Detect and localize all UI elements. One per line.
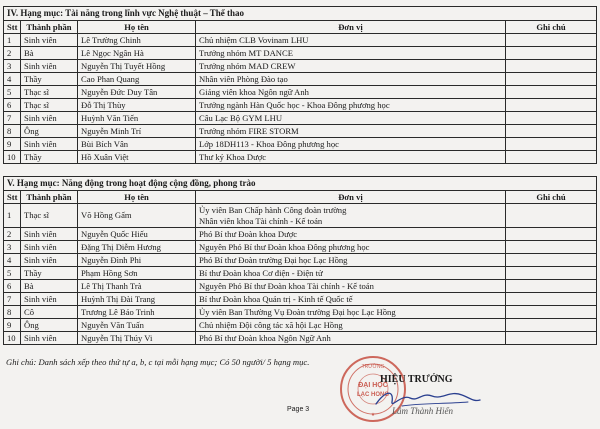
table-row: [4, 293, 597, 306]
section-4-header-row: [4, 21, 597, 34]
cell-stt: 2: [4, 47, 21, 60]
cell-ghi-chu: [506, 138, 597, 151]
cell-thanh-phan: Sinh viên: [21, 228, 78, 241]
cell-ho-ten: Nguyễn Thị Tuyết Hồng: [78, 60, 196, 73]
table-row: [4, 241, 597, 254]
cell-stt: 1: [4, 34, 21, 47]
table-row: [4, 34, 597, 47]
cell-thanh-phan: Thầy: [21, 151, 78, 164]
cell-stt: 3: [4, 241, 21, 254]
cell-don-vi: Nhân viên Phòng Đào tạo: [196, 73, 506, 86]
cell-thanh-phan: Cô: [21, 306, 78, 319]
cell-don-vi: Lớp 18DH113 - Khoa Đông phương học: [196, 138, 506, 151]
cell-thanh-phan: Bà: [21, 47, 78, 60]
cell-ho-ten: Nguyễn Văn Tuấn: [78, 319, 196, 332]
cell-don-vi: Phó Bí thư Đoàn khoa Ngôn Ngữ Anh: [196, 332, 506, 345]
cell-don-vi: [196, 204, 506, 228]
cell-stt: 9: [4, 319, 21, 332]
cell-don-vi: Trưởng nhóm MAD CREW: [196, 60, 506, 73]
table-row: [4, 86, 597, 99]
signer-name: Lâm Thành Hiển: [392, 406, 454, 416]
cell-don-vi: Trưởng ngành Hàn Quốc học - Khoa Đông phương học: [196, 99, 506, 112]
table-row: [4, 332, 597, 345]
column-header-ghi-chu: Ghi chú: [506, 21, 597, 34]
column-header-stt: Stt: [4, 21, 21, 34]
cell-ho-ten: Lê Thị Thanh Trà: [78, 280, 196, 293]
cell-ho-ten: Lê Ngọc Ngân Hà: [78, 47, 196, 60]
column-header-thanh-phan: Thành phần: [21, 21, 78, 34]
cell-don-vi: Câu Lạc Bộ GYM LHU: [196, 112, 506, 125]
table-row: [4, 151, 597, 164]
cell-don-vi: Giảng viên khoa Ngôn ngữ Anh: [196, 86, 506, 99]
cell-ghi-chu: [506, 241, 597, 254]
cell-ho-ten: Nguyễn Thị Thúy Vi: [78, 332, 196, 345]
column-header-thanh-phan: Thành phần: [21, 191, 78, 204]
table-row: [4, 138, 597, 151]
cell-thanh-phan: Sinh viên: [21, 293, 78, 306]
section-5-title: V. Hạng mục: Năng động trong hoạt động cộng đồng, phong trào: [4, 177, 597, 191]
cell-ghi-chu: [506, 151, 597, 164]
cell-ghi-chu: [506, 86, 597, 99]
svg-text:LẠC HỒNG: LẠC HỒNG: [357, 392, 389, 398]
cell-ho-ten: Nguyễn Đức Duy Tân: [78, 86, 196, 99]
table-row: [4, 47, 597, 60]
cell-don-vi-line-2: Nhân viên khoa Tài chính - Kế toán: [199, 215, 323, 226]
cell-ho-ten: Trương Lê Bảo Trinh: [78, 306, 196, 319]
cell-ghi-chu: [506, 99, 597, 112]
cell-don-vi-line-1: Ủy viên Ban Chấp hành Công đoàn trường: [199, 204, 347, 215]
section-5-table: [3, 176, 597, 345]
cell-ho-ten: Nguyễn Đình Phi: [78, 254, 196, 267]
cell-ghi-chu: [506, 293, 597, 306]
table-row: [4, 280, 597, 293]
cell-ghi-chu: [506, 73, 597, 86]
cell-don-vi: Chủ nhiệm CLB Vovinam LHU: [196, 34, 506, 47]
cell-ghi-chu: [506, 280, 597, 293]
cell-ho-ten: Đặng Thị Diễm Hương: [78, 241, 196, 254]
cell-ho-ten: Lê Trường Chinh: [78, 34, 196, 47]
cell-ghi-chu: [506, 204, 597, 228]
section-5-header-row: [4, 191, 597, 204]
cell-ghi-chu: [506, 267, 597, 280]
cell-thanh-phan: Sinh viên: [21, 254, 78, 267]
table-row: [4, 125, 597, 138]
cell-stt: 6: [4, 280, 21, 293]
cell-thanh-phan: Ông: [21, 319, 78, 332]
cell-ho-ten: Nguyễn Quốc Hiếu: [78, 228, 196, 241]
cell-ghi-chu: [506, 332, 597, 345]
cell-ghi-chu: [506, 306, 597, 319]
cell-thanh-phan: Sinh viên: [21, 60, 78, 73]
cell-ghi-chu: [506, 254, 597, 267]
cell-stt: 10: [4, 332, 21, 345]
column-header-ho-ten: Họ tên: [78, 21, 196, 34]
cell-don-vi: Nguyên Phó Bí thư Đoàn khoa Tài chính - Kế toán: [196, 280, 506, 293]
cell-ghi-chu: [506, 125, 597, 138]
cell-ho-ten: Hồ Xuân Việt: [78, 151, 196, 164]
cell-stt: 1: [4, 204, 21, 228]
cell-don-vi: Trưởng nhóm FIRE STORM: [196, 125, 506, 138]
cell-ghi-chu: [506, 112, 597, 125]
cell-stt: 5: [4, 86, 21, 99]
cell-ho-ten: Nguyễn Minh Trí: [78, 125, 196, 138]
page-number: Page 3: [287, 406, 310, 413]
cell-stt: 5: [4, 267, 21, 280]
cell-don-vi: Ủy viên Ban Thường Vụ Đoàn trường Đại học Lạc Hồng: [196, 306, 506, 319]
column-header-stt: Stt: [4, 191, 21, 204]
cell-don-vi: Phó Bí thư Đoàn khoa Dược: [196, 228, 506, 241]
cell-thanh-phan: Thạc sĩ: [21, 204, 78, 228]
cell-stt: 7: [4, 112, 21, 125]
cell-thanh-phan: Ông: [21, 125, 78, 138]
cell-ghi-chu: [506, 228, 597, 241]
table-row: [4, 228, 597, 241]
cell-ghi-chu: [506, 60, 597, 73]
cell-stt: 10: [4, 151, 21, 164]
cell-ho-ten: Đỗ Thị Thùy: [78, 99, 196, 112]
cell-don-vi: Thư ký Khoa Dược: [196, 151, 506, 164]
cell-don-vi: Bí thư Đoàn khoa Cơ điện - Điện tử: [196, 267, 506, 280]
cell-ghi-chu: [506, 47, 597, 60]
svg-text:TRƯỜNG: TRƯỜNG: [361, 364, 385, 370]
cell-stt: 4: [4, 254, 21, 267]
cell-stt: 3: [4, 60, 21, 73]
cell-stt: 9: [4, 138, 21, 151]
cell-thanh-phan: Sinh viên: [21, 138, 78, 151]
table-row: [4, 254, 597, 267]
cell-thanh-phan: Thầy: [21, 73, 78, 86]
cell-don-vi: Nguyên Phó Bí thư Đoàn khoa Đông phương học: [196, 241, 506, 254]
cell-ghi-chu: [506, 319, 597, 332]
svg-text:★: ★: [370, 412, 376, 418]
section-4-table: [3, 6, 597, 164]
cell-thanh-phan: Thạc sĩ: [21, 99, 78, 112]
section-4-title-row: [4, 7, 597, 21]
section-4-title: IV. Hạng mục: Tài năng trong lĩnh vực Nghệ thuật – Thể thao: [4, 7, 597, 21]
cell-stt: 4: [4, 73, 21, 86]
cell-thanh-phan: Bà: [21, 280, 78, 293]
cell-ho-ten: Võ Hồng Gấm: [78, 204, 196, 228]
svg-text:ĐẠI HỌC: ĐẠI HỌC: [358, 382, 388, 389]
cell-don-vi: Phó Bí thư Đoàn trường Đại học Lạc Hồng: [196, 254, 506, 267]
table-row: [4, 319, 597, 332]
cell-stt: 8: [4, 125, 21, 138]
table-row: [4, 73, 597, 86]
table-row: [4, 267, 597, 280]
cell-thanh-phan: Thầy: [21, 267, 78, 280]
cell-ho-ten: Huỳnh Thị Đài Trang: [78, 293, 196, 306]
column-header-don-vi: Đơn vị: [196, 191, 506, 204]
table-row: [4, 99, 597, 112]
cell-thanh-phan: Sinh viên: [21, 34, 78, 47]
cell-thanh-phan: Sinh viên: [21, 112, 78, 125]
cell-don-vi: Trưởng nhóm MT DANCE: [196, 47, 506, 60]
cell-stt: 7: [4, 293, 21, 306]
cell-don-vi: Chủ nhiệm Đội công tác xã hội Lạc Hồng: [196, 319, 506, 332]
cell-thanh-phan: Sinh viên: [21, 332, 78, 345]
cell-ho-ten: Huỳnh Văn Tiến: [78, 112, 196, 125]
cell-stt: 8: [4, 306, 21, 319]
cell-thanh-phan: Sinh viên: [21, 241, 78, 254]
cell-ho-ten: Bùi Bích Vân: [78, 138, 196, 151]
table-row: [4, 204, 597, 228]
cell-ho-ten: Phạm Hồng Sơn: [78, 267, 196, 280]
cell-ghi-chu: [506, 34, 597, 47]
table-row: [4, 112, 597, 125]
cell-ho-ten: Cao Phan Quang: [78, 73, 196, 86]
cell-stt: 2: [4, 228, 21, 241]
column-header-ho-ten: Họ tên: [78, 191, 196, 204]
section-5-title-row: [4, 177, 597, 191]
cell-thanh-phan: Thạc sĩ: [21, 86, 78, 99]
column-header-ghi-chu: Ghi chú: [506, 191, 597, 204]
column-header-don-vi: Đơn vị: [196, 21, 506, 34]
table-row: [4, 60, 597, 73]
cell-don-vi: Bí thư Đoàn khoa Quản trị - Kinh tế Quốc tế: [196, 293, 506, 306]
signer-title: HIỆU TRƯỞNG: [380, 374, 453, 385]
cell-stt: 6: [4, 99, 21, 112]
table-row: [4, 306, 597, 319]
footnote: Ghi chú: Danh sách xếp theo thứ tự a, b, c tại mỗi hạng mục; Có 50 người/ 5 hạng mục.: [6, 357, 310, 367]
